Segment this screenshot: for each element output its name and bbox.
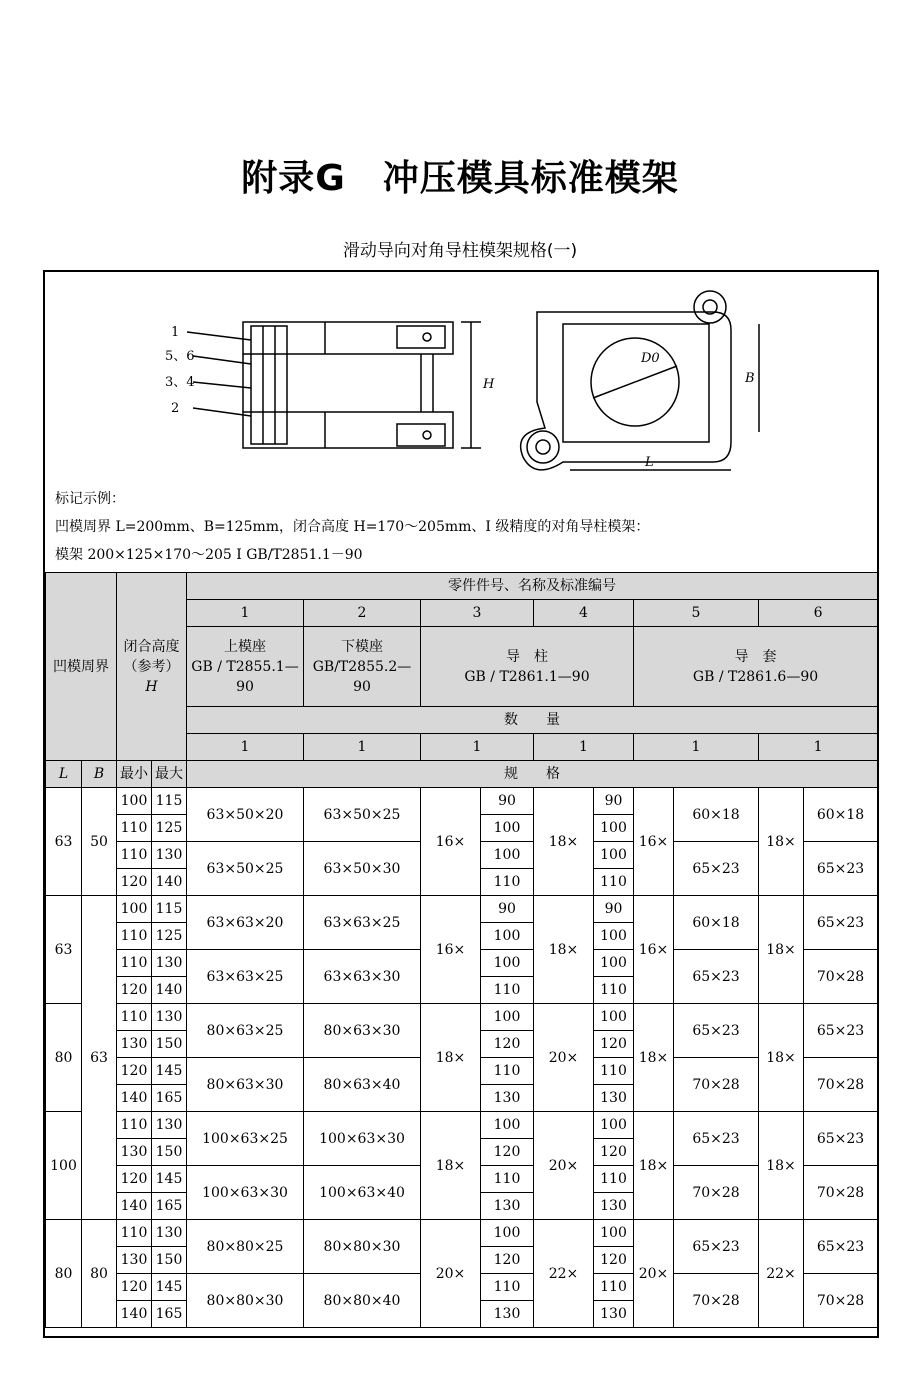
table-subtitle: 滑动导向对角导柱模架规格(一)	[342, 241, 578, 261]
cell-l: 63	[46, 896, 82, 1004]
cell-b: 50	[82, 788, 117, 896]
cell-sleeve-len: 100	[594, 923, 634, 950]
cell-bush6: 70×28	[804, 1274, 878, 1328]
cell-l: 100	[46, 1112, 82, 1220]
cell-sleeve-len: 110	[594, 1166, 634, 1193]
cell-bush5: 70×28	[674, 1274, 759, 1328]
cell-pillar-len: 100	[481, 923, 534, 950]
cell-h-max: 140	[152, 977, 187, 1004]
part-no-2: 2	[304, 600, 421, 627]
cell-sleeve-len: 100	[594, 815, 634, 842]
qty-1: 1	[187, 734, 304, 761]
cell-bush6-d: 22×	[759, 1220, 804, 1328]
cell-sleeve-d: 22×	[534, 1220, 594, 1328]
cell-sleeve-d: 18×	[534, 788, 594, 896]
callout-3-4: 3、4	[165, 375, 195, 390]
example-line-1: 凹模周界 L=200mm、B=125mm，闭合高度 H=170～205mm、I 级精度的对角导柱模架：	[55, 519, 650, 535]
cell-pillar-d: 16×	[421, 788, 481, 896]
cell-bush5: 65×23	[674, 842, 759, 896]
cell-sleeve-len: 90	[594, 896, 634, 923]
cell-h-max: 145	[152, 1274, 187, 1301]
cell-h-max: 145	[152, 1058, 187, 1085]
cell-h-max: 125	[152, 923, 187, 950]
cell-h-min: 100	[117, 896, 152, 923]
cell-lower: 63×63×25	[304, 896, 421, 950]
cell-upper: 63×50×25	[187, 842, 304, 896]
cell-h-max: 130	[152, 1112, 187, 1139]
part-name-pillar	[421, 627, 634, 707]
cell-pillar-len: 100	[481, 815, 534, 842]
header-b: B	[82, 761, 117, 788]
callout-5-6: 5、6	[165, 349, 195, 364]
dim-h: H	[483, 377, 495, 392]
cell-bush6: 60×18	[804, 788, 878, 842]
cell-h-max: 130	[152, 950, 187, 977]
cell-h-min: 100	[117, 788, 152, 815]
cell-h-min: 140	[117, 1301, 152, 1328]
table-row	[46, 1112, 878, 1139]
cell-h-max: 165	[152, 1301, 187, 1328]
page-title: 附录G 冲压模具标准模架	[241, 158, 679, 199]
cell-pillar-d: 18×	[421, 1004, 481, 1112]
part-no-1: 1	[187, 600, 304, 627]
cell-sleeve-len: 110	[594, 977, 634, 1004]
cell-pillar-d: 16×	[421, 896, 481, 1004]
cell-h-min: 130	[117, 1031, 152, 1058]
cell-h-min: 120	[117, 1274, 152, 1301]
header-l: L	[46, 761, 82, 788]
cell-h-min: 140	[117, 1193, 152, 1220]
cell-l: 80	[46, 1004, 82, 1112]
cell-pillar-d: 20×	[421, 1220, 481, 1328]
spec-table	[45, 572, 878, 1328]
part-name-lower	[304, 627, 421, 707]
cell-pillar-len: 120	[481, 1031, 534, 1058]
cell-pillar-len: 120	[481, 1139, 534, 1166]
part-no-6: 6	[759, 600, 878, 627]
cell-sleeve-len: 110	[594, 1058, 634, 1085]
cell-h-min: 110	[117, 1004, 152, 1031]
cell-pillar-len: 100	[481, 1112, 534, 1139]
cell-h-max: 150	[152, 1247, 187, 1274]
cell-l: 80	[46, 1220, 82, 1328]
qty-4: 1	[534, 734, 634, 761]
cell-h-min: 110	[117, 842, 152, 869]
cell-sleeve-len: 120	[594, 1031, 634, 1058]
cell-pillar-len: 110	[481, 1058, 534, 1085]
part-name-pillar-label: 导 柱	[506, 648, 548, 665]
cell-upper: 100×63×25	[187, 1112, 304, 1166]
cell-sleeve-d: 20×	[534, 1004, 594, 1112]
cell-bush6: 70×28	[804, 950, 878, 1004]
cell-h-max: 130	[152, 1004, 187, 1031]
cell-sleeve-len: 110	[594, 1274, 634, 1301]
part-no-5: 5	[634, 600, 759, 627]
cell-pillar-len: 130	[481, 1193, 534, 1220]
cell-bush6: 65×23	[804, 896, 878, 950]
cell-bush5: 65×23	[674, 950, 759, 1004]
qty-6: 1	[759, 734, 878, 761]
cell-pillar-len: 110	[481, 1274, 534, 1301]
part-no-3: 3	[421, 600, 534, 627]
dim-b: B	[745, 371, 755, 386]
cell-pillar-len: 90	[481, 788, 534, 815]
cell-h-max: 145	[152, 1166, 187, 1193]
cell-pillar-len: 100	[481, 1004, 534, 1031]
cell-sleeve-len: 130	[594, 1085, 634, 1112]
table-row	[46, 788, 878, 815]
cell-bush5-d: 20×	[634, 1220, 674, 1328]
cell-h-min: 140	[117, 1085, 152, 1112]
cell-h-min: 130	[117, 1247, 152, 1274]
cell-pillar-len: 90	[481, 896, 534, 923]
spec-frame	[43, 270, 879, 1338]
cell-upper: 80×63×30	[187, 1058, 304, 1112]
cell-b: 80	[82, 1220, 117, 1328]
cell-h-min: 120	[117, 869, 152, 896]
cell-upper: 63×63×25	[187, 950, 304, 1004]
cell-bush5: 70×28	[674, 1058, 759, 1112]
part-name-upper-label: 上模座	[224, 638, 266, 655]
callout-1: 1	[171, 325, 180, 340]
cell-pillar-len: 110	[481, 1166, 534, 1193]
part-std-lower: GB/T2855.2—90	[312, 658, 412, 695]
cell-h-min: 130	[117, 1139, 152, 1166]
cell-lower: 80×63×30	[304, 1004, 421, 1058]
cell-sleeve-len: 100	[594, 1112, 634, 1139]
cell-upper: 100×63×30	[187, 1166, 304, 1220]
cell-h-max: 130	[152, 1220, 187, 1247]
part-no-4: 4	[534, 600, 634, 627]
cell-h-min: 120	[117, 1166, 152, 1193]
cell-pillar-d: 18×	[421, 1112, 481, 1220]
cell-h-max: 140	[152, 869, 187, 896]
cell-bush5-d: 16×	[634, 788, 674, 896]
cell-bush5-d: 16×	[634, 896, 674, 1004]
cell-bush6-d: 18×	[759, 1004, 804, 1112]
cell-h-max: 150	[152, 1031, 187, 1058]
cell-pillar-len: 110	[481, 977, 534, 1004]
header-die-perimeter: 凹模周界	[46, 573, 117, 761]
cell-bush6: 65×23	[804, 1112, 878, 1166]
cell-sleeve-len: 120	[594, 1139, 634, 1166]
cell-upper: 63×50×20	[187, 788, 304, 842]
cell-h-min: 110	[117, 950, 152, 977]
cell-sleeve-len: 130	[594, 1301, 634, 1328]
cell-pillar-len: 100	[481, 950, 534, 977]
cell-bush5-d: 18×	[634, 1112, 674, 1220]
cell-bush6: 65×23	[804, 842, 878, 896]
cell-bush6: 65×23	[804, 1004, 878, 1058]
cell-upper: 80×63×25	[187, 1004, 304, 1058]
header-closed-height-label: 闭合高度（参考）	[123, 638, 180, 675]
spec-table-body	[46, 788, 878, 1328]
part-name-upper	[187, 627, 304, 707]
cell-lower: 100×63×40	[304, 1166, 421, 1220]
cell-sleeve-len: 110	[594, 869, 634, 896]
qty-3: 1	[421, 734, 534, 761]
example-heading: 标记示例：	[55, 491, 125, 507]
cell-bush6: 65×23	[804, 1220, 878, 1274]
cell-bush5: 70×28	[674, 1166, 759, 1220]
header-closed-height	[117, 573, 187, 761]
cell-h-max: 125	[152, 815, 187, 842]
table-row	[46, 1220, 878, 1247]
qty-2: 1	[304, 734, 421, 761]
cell-sleeve-len: 120	[594, 1247, 634, 1274]
qty-5: 1	[634, 734, 759, 761]
table-row	[46, 1004, 878, 1031]
cell-sleeve-len: 100	[594, 950, 634, 977]
cell-pillar-len: 100	[481, 842, 534, 869]
cell-h-min: 120	[117, 1058, 152, 1085]
cell-sleeve-len: 130	[594, 1193, 634, 1220]
cell-h-min: 110	[117, 815, 152, 842]
cell-pillar-len: 100	[481, 1220, 534, 1247]
part-std-upper: GB / T2855.1—90	[191, 658, 299, 695]
die-set-drawing	[165, 282, 765, 482]
cell-pillar-len: 120	[481, 1247, 534, 1274]
cell-pillar-len: 130	[481, 1301, 534, 1328]
cell-pillar-len: 110	[481, 869, 534, 896]
cell-bush5: 65×23	[674, 1220, 759, 1274]
cell-h-max: 130	[152, 842, 187, 869]
cell-b: 63	[82, 896, 117, 1220]
cell-lower: 80×80×30	[304, 1220, 421, 1274]
cell-h-min: 110	[117, 1112, 152, 1139]
cell-h-min: 110	[117, 1220, 152, 1247]
cell-pillar-len: 130	[481, 1085, 534, 1112]
header-min: 最小	[117, 761, 152, 788]
cell-sleeve-d: 18×	[534, 896, 594, 1004]
cell-bush6-d: 18×	[759, 788, 804, 896]
header-quantity: 数 量	[187, 707, 878, 734]
cell-bush6: 70×28	[804, 1058, 878, 1112]
cell-bush6-d: 18×	[759, 896, 804, 1004]
cell-lower: 63×50×25	[304, 788, 421, 842]
cell-sleeve-len: 100	[594, 1220, 634, 1247]
cell-lower: 63×63×30	[304, 950, 421, 1004]
example-line-2: 模架 200×125×170～205 I GB/T2851.1－90	[55, 547, 363, 563]
part-name-sleeve-label: 导 套	[734, 648, 777, 665]
cell-h-max: 115	[152, 896, 187, 923]
cell-sleeve-len: 100	[594, 1004, 634, 1031]
cell-lower: 80×63×40	[304, 1058, 421, 1112]
cell-bush5-d: 18×	[634, 1004, 674, 1112]
callout-2: 2	[171, 401, 180, 416]
table-row	[46, 896, 878, 923]
cell-bush5: 65×23	[674, 1112, 759, 1166]
cell-l: 63	[46, 788, 82, 896]
cell-h-max: 165	[152, 1193, 187, 1220]
header-parts-title: 零件件号、名称及标准编号	[187, 573, 878, 600]
cell-bush5: 60×18	[674, 896, 759, 950]
cell-lower: 100×63×30	[304, 1112, 421, 1166]
cell-bush5: 60×18	[674, 788, 759, 842]
cell-sleeve-len: 90	[594, 788, 634, 815]
part-std-pillar: GB / T2861.1—90	[464, 668, 590, 685]
header-closed-height-var: H	[145, 678, 158, 695]
cell-h-min: 120	[117, 977, 152, 1004]
part-name-sleeve	[634, 627, 878, 707]
cell-lower: 63×50×30	[304, 842, 421, 896]
header-spec: 规 格	[187, 761, 878, 788]
cell-upper: 80×80×30	[187, 1274, 304, 1328]
cell-sleeve-len: 100	[594, 842, 634, 869]
cell-h-max: 115	[152, 788, 187, 815]
cell-upper: 63×63×20	[187, 896, 304, 950]
cell-bush6-d: 18×	[759, 1112, 804, 1220]
header-max: 最大	[152, 761, 187, 788]
part-name-lower-label: 下模座	[341, 638, 383, 655]
part-std-sleeve: GB / T2861.6—90	[692, 668, 819, 685]
cell-lower: 80×80×40	[304, 1274, 421, 1328]
cell-bush5: 65×23	[674, 1004, 759, 1058]
cell-h-max: 165	[152, 1085, 187, 1112]
dim-l: L	[645, 455, 654, 470]
cell-upper: 80×80×25	[187, 1220, 304, 1274]
cell-sleeve-d: 20×	[534, 1112, 594, 1220]
dim-d0: D0	[641, 351, 660, 366]
cell-h-min: 110	[117, 923, 152, 950]
cell-h-max: 150	[152, 1139, 187, 1166]
cell-bush6: 70×28	[804, 1166, 878, 1220]
